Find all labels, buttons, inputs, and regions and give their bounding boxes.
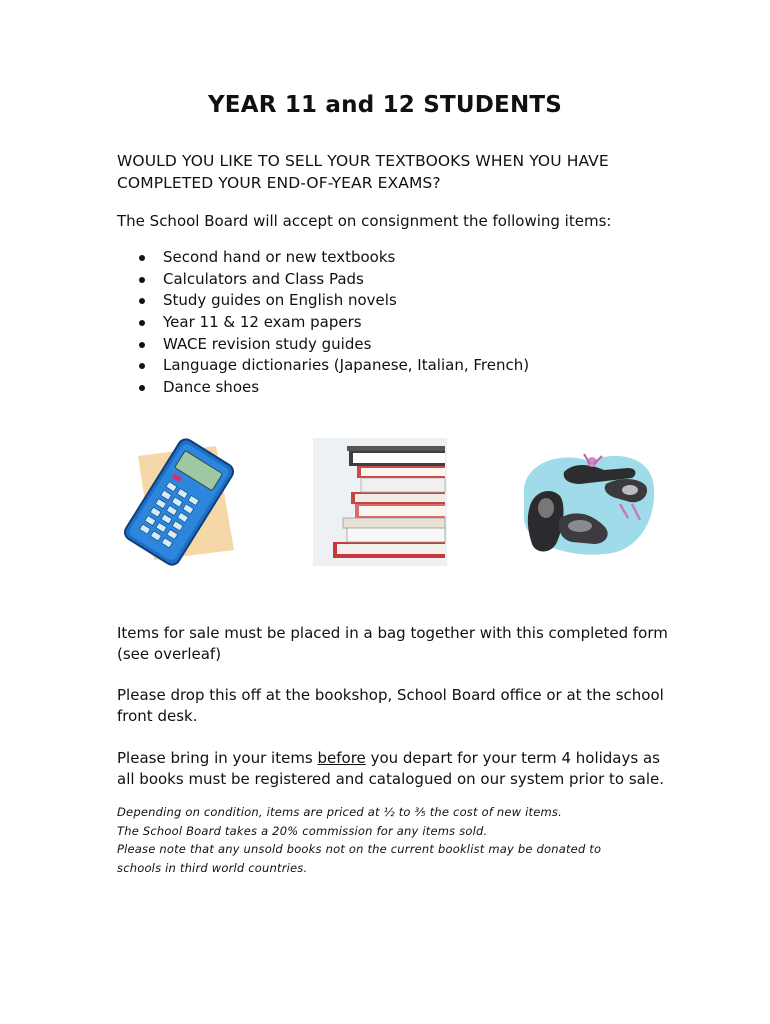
dance-shoes-icon: [520, 448, 658, 560]
bullet-icon: [139, 342, 145, 348]
note-line: Depending on condition, items are priced at ½ to ⅗ the cost of new items.: [117, 805, 562, 819]
bullet-icon: [139, 385, 145, 391]
list-item-label: Language dictionaries (Japanese, Italian, French): [163, 356, 530, 375]
deadline-text-start: Please bring in your items: [117, 749, 318, 767]
calculator-icon: [116, 438, 242, 566]
list-item: [117, 334, 529, 356]
list-item-label: Dance shoes: [163, 378, 260, 397]
list-item: [117, 377, 529, 399]
bullet-icon: [139, 363, 145, 369]
drop-off-instruction: Please drop this off at the bookshop, School Board office or at the school front desk.: [117, 686, 664, 725]
bullet-icon: [139, 255, 145, 261]
note-line: The School Board takes a 20% commission for any items sold.: [117, 823, 488, 838]
pricing-notes: [117, 803, 677, 877]
page-title: YEAR 11 and 12 STUDENTS: [207, 92, 563, 118]
accepted-items-list: [117, 247, 529, 399]
deadline-text-end: you depart for your term 4 holidays as all books must be registered and catalogued on our system prior to sale.: [117, 749, 665, 788]
list-item-label: Year 11 & 12 exam papers: [163, 313, 362, 332]
bag-instruction: Items for sale must be placed in a bag together with this completed form (see overleaf): [117, 624, 668, 663]
bullet-icon: [139, 320, 145, 326]
list-item: [117, 290, 529, 312]
note-line: Please note that any unsold books not on the current booklist may be donated to: [117, 842, 602, 856]
bullet-icon: [139, 298, 145, 304]
list-item-label: Study guides on English novels: [163, 291, 397, 310]
headline-question: WOULD YOU LIKE TO SELL YOUR TEXTBOOKS WHEN YOU HAVE COMPLETED YOUR END-OF-YEAR EXAMS?: [117, 152, 609, 192]
list-item: [117, 247, 529, 269]
list-item: [117, 355, 529, 377]
bullet-icon: [139, 277, 145, 283]
book-stack-icon: [313, 438, 447, 566]
list-item: [117, 269, 529, 291]
deadline-instruction: [117, 748, 677, 790]
list-item: [117, 312, 529, 334]
list-item-label: Calculators and Class Pads: [163, 269, 364, 288]
intro-text: The School Board will accept on consignment the following items:: [117, 212, 612, 230]
list-item-label: WACE revision study guides: [163, 334, 372, 353]
list-item-label: Second hand or new textbooks: [163, 248, 396, 266]
deadline-emphasis: before: [317, 749, 366, 767]
note-line: schools in third world countries.: [117, 860, 308, 875]
